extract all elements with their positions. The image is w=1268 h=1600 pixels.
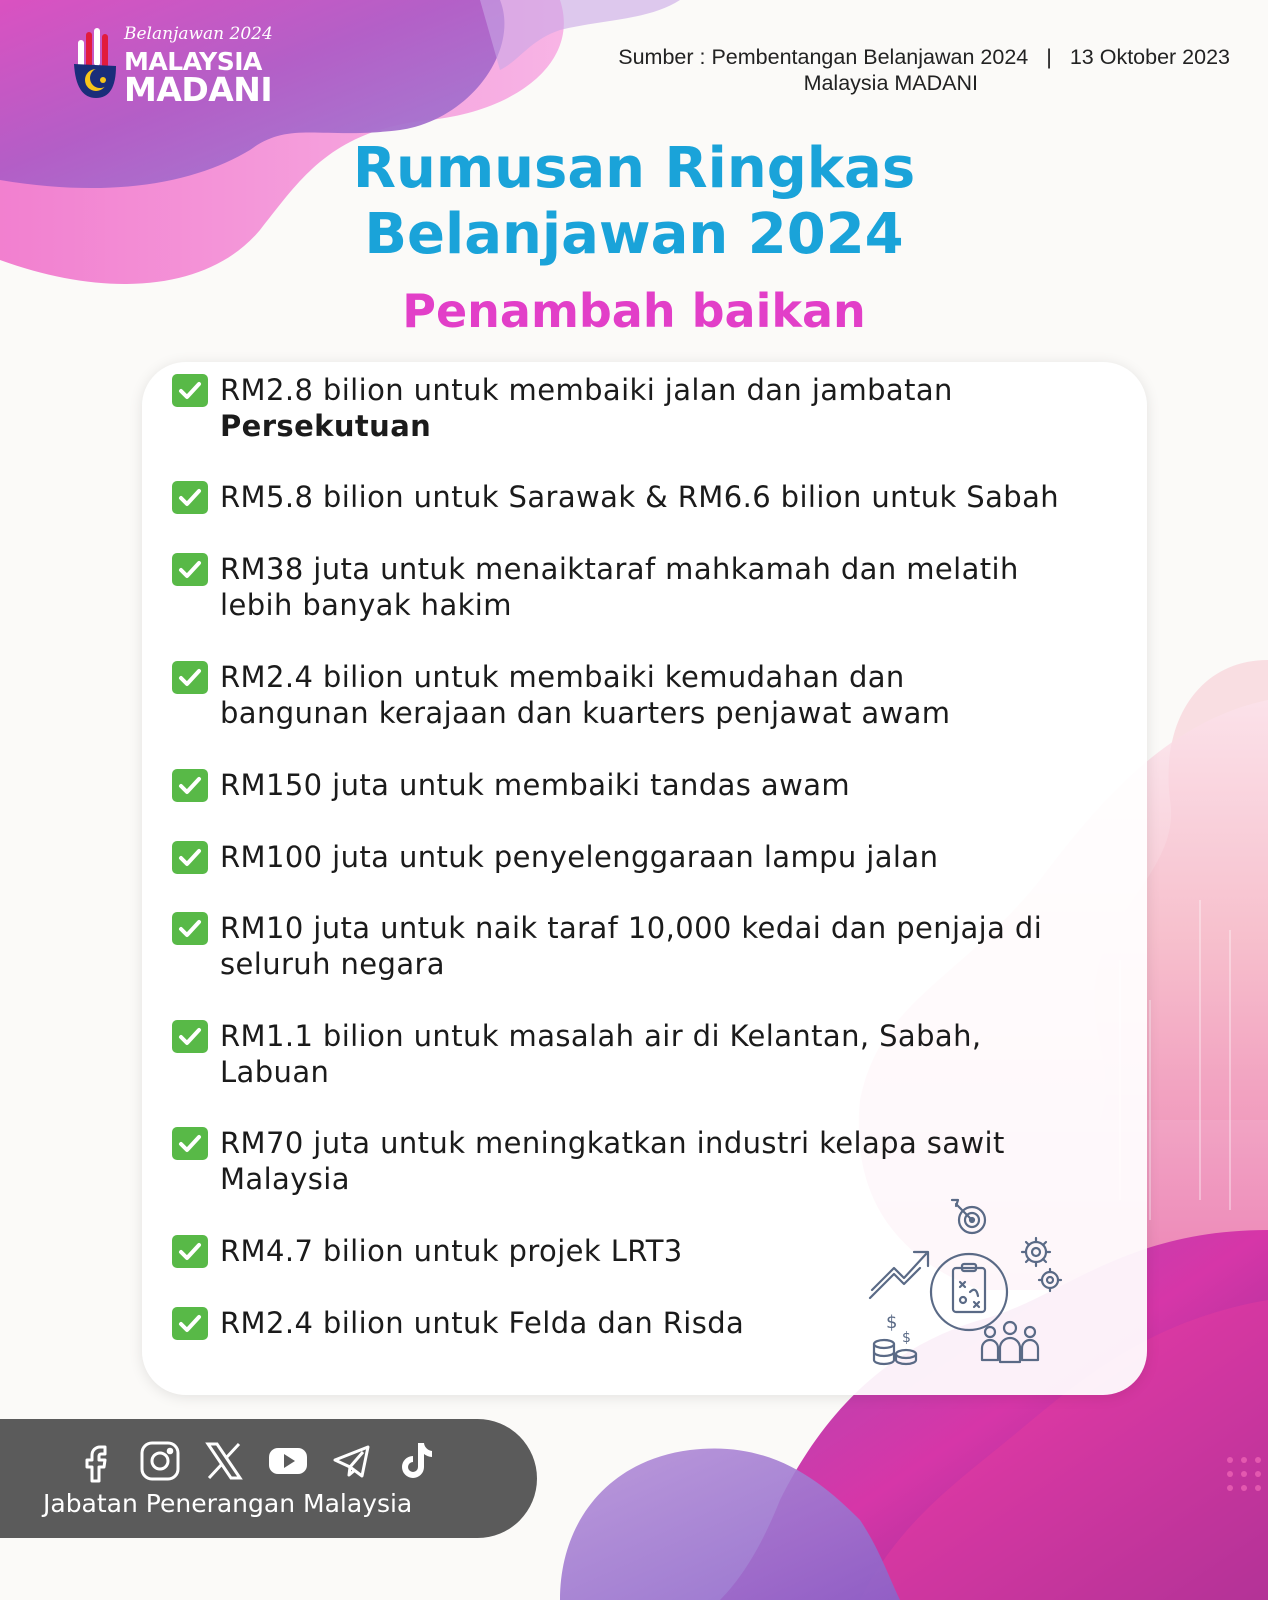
check-icon: [172, 481, 208, 514]
source-note: [470, 44, 1230, 96]
hand-crescent-icon: [72, 26, 118, 102]
gears-icon: [1022, 1238, 1061, 1291]
youtube-icon[interactable]: [266, 1439, 310, 1483]
page-title: [0, 136, 1268, 268]
social-icons: [74, 1439, 458, 1483]
check-icon: [172, 661, 208, 694]
logo-wordmark-line2: MADANI: [124, 70, 273, 109]
list-item: [172, 479, 1122, 515]
check-icon: [172, 1020, 208, 1053]
page-subtitle: Penambah baikan: [402, 284, 866, 338]
check-icon: [172, 912, 208, 945]
footer-label: Jabatan Penerangan Malaysia: [43, 1489, 413, 1518]
tiktok-icon[interactable]: [394, 1439, 438, 1483]
source-line1: Sumber : Pembentangan Belanjawan 2024: [618, 45, 1029, 69]
check-icon: [172, 769, 208, 802]
item-text: RM2.4 bilion untuk membaiki kemudahan dan bangunan kerajaan dan kuarters penjawat awam: [220, 660, 951, 730]
check-icon: [172, 841, 208, 874]
source-date: 13 Oktober 2023: [1069, 45, 1230, 69]
title-line2: Belanjawan 2024: [364, 202, 904, 267]
item-text: RM5.8 bilion untuk Sarawak & RM6.6 bilion untuk Sabah: [220, 480, 1060, 514]
facebook-icon[interactable]: [74, 1439, 118, 1483]
list-item: [172, 1125, 1122, 1197]
item-text: RM1.1 bilion untuk masalah air di Kelantan, Sabah, Labuan: [220, 1019, 982, 1089]
item-text: RM38 juta untuk menaiktaraf mahkamah dan melatih lebih banyak hakim: [220, 552, 1019, 622]
x-icon[interactable]: [202, 1439, 246, 1483]
title-line1: Rumusan Ringkas: [352, 136, 916, 201]
people-icon: [982, 1322, 1038, 1362]
item-text: RM70 juta untuk meningkatkan industri kelapa sawit Malaysia: [220, 1126, 1005, 1196]
strategy-icon-cluster: [866, 1196, 1076, 1396]
logo-wordmark-line1: MALAYSIA: [124, 47, 262, 76]
item-text: RM4.7 bilion untuk projek LRT3: [220, 1234, 683, 1268]
list-item: [172, 659, 1122, 731]
telegram-icon[interactable]: [330, 1439, 374, 1483]
source-row: [470, 44, 1230, 70]
coins-icon: [874, 1312, 916, 1364]
list-item: [172, 1018, 1122, 1090]
target-icon: [952, 1200, 985, 1233]
strategy-clipboard-icon: [931, 1254, 1007, 1330]
list-item: [172, 839, 1122, 875]
check-icon: [172, 1235, 208, 1268]
growth-arrow-icon: [870, 1252, 928, 1298]
logo-script-text: Belanjawan 2024: [124, 24, 273, 44]
item-text: RM2.4 bilion untuk Felda dan Risda: [220, 1306, 745, 1340]
item-text: RM2.8 bilion untuk membaiki jalan dan jambatan: [220, 373, 953, 407]
svg-text:$: $: [886, 1312, 898, 1333]
instagram-icon[interactable]: [138, 1439, 182, 1483]
item-text: RM10 juta untuk naik taraf 10,000 kedai dan penjaja di seluruh negara: [220, 911, 1043, 981]
svg-text:$: $: [902, 1330, 911, 1346]
item-text: RM150 juta untuk membaiki tandas awam: [220, 768, 851, 802]
list-item: [172, 551, 1122, 623]
malaysia-madani-logo: [72, 22, 272, 107]
list-item: [172, 372, 1122, 444]
check-icon: [172, 1307, 208, 1340]
check-icon: [172, 374, 208, 407]
list-item: [172, 910, 1122, 982]
source-separator: |: [1046, 45, 1052, 69]
list-item: [172, 767, 1122, 803]
source-line2: Malaysia MADANI: [803, 71, 978, 95]
footer-bar: [0, 1419, 537, 1538]
item-text-bold: Persekutuan: [220, 409, 432, 443]
check-icon: [172, 1127, 208, 1160]
item-text: RM100 juta untuk penyelenggaraan lampu jalan: [220, 840, 939, 874]
check-icon: [172, 553, 208, 586]
